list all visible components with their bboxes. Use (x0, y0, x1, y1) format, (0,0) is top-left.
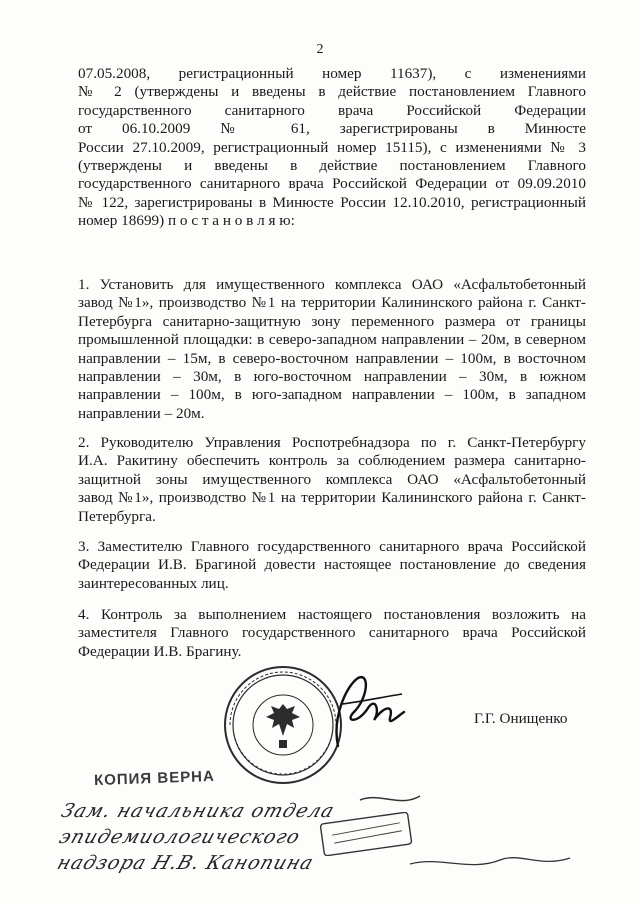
intro-line: (утверждены и введены в действие постановлением Главного (78, 157, 586, 175)
item-1-line: направлении – 30м, в юго-восточном направлении – 30м, в южном (78, 368, 586, 386)
department-stamp-icon (318, 812, 414, 856)
item-1-line: завод №1», производство №1 на территории Калининского района г. Санкт- (78, 294, 586, 312)
item-1-line: промышленной площадки: в северо-западном направлении – 20м, в северном (78, 331, 586, 349)
copy-true-stamp: КОПИЯ ВЕРНА (93, 767, 216, 790)
item-1-line: 1. Установить для имущественного комплекса ОАО «Асфальтобетонный (78, 276, 586, 293)
item-1-line: направлении – 100м, в юго-западном направлении – 100м, в западном (78, 386, 586, 404)
item-3-line: Федерации И.В. Брагиной довести настоящее постановление до сведения (78, 556, 586, 574)
item-3-line: заинтересованных лиц. (78, 574, 229, 592)
item-3-paragraph (78, 538, 586, 593)
handwritten-line-1: Зам. начальника отдела (58, 800, 338, 822)
intro-line: № 2 (утверждены и введены в действие постановлением Главного (78, 83, 586, 101)
item-1-line: направлении – 20м. (78, 404, 205, 422)
item-2-line: завод №1», производство №1 на территории Калининского района г. Санкт- (78, 489, 586, 507)
item-4-line: Федерации И.В. Брагину. (78, 642, 242, 660)
intro-line: номер 18699) п о с т а н о в л я ю: (78, 212, 295, 230)
signature-icon (318, 668, 408, 750)
intro-line: 07.05.2008, регистрационный номер 11637), с изменениями (78, 65, 586, 82)
item-1-paragraph (78, 276, 586, 423)
item-2-line: И.А. Ракитину обеспечить контроль за соблюдением размера санитарно- (78, 452, 586, 470)
signer-name: Г.Г. Онищенко (474, 710, 568, 727)
intro-line: России 27.10.2009, регистрационный номер 15115), с изменениями № 3 (78, 138, 586, 156)
intro-line: № 122, зарегистрированы в Минюсте России 12.10.2010, регистрационный (78, 193, 586, 211)
intro-line: государственного санитарного врача Российской Федерации (78, 101, 586, 119)
item-2-line: 2. Руководителю Управления Роспотребнадзора по г. Санкт-Петербургу (78, 434, 586, 451)
item-3-line: 3. Заместителю Главного государственного санитарного врача Российской (78, 538, 586, 555)
page-number: 2 (316, 42, 324, 57)
item-2-paragraph (78, 434, 586, 526)
item-1-line: Петербурга санитарно-защитную зону переменного размера от границы (78, 312, 586, 330)
intro-line: от 06.10.2009 № 61, зарегистрированы в Минюсте (78, 120, 586, 138)
handwritten-line-3: надзора Н.В. Канопина (54, 852, 317, 874)
intro-paragraph (78, 65, 586, 231)
item-2-line: защитной зоны имущественного комплекса ОАО «Асфальтобетонный (78, 470, 586, 488)
item-4-paragraph (78, 606, 586, 661)
handwritten-line-2: эпидемиологического (56, 826, 304, 848)
item-1-line: направлении – 15м, в северо-восточном направлении – 100м, в восточном (78, 349, 586, 367)
intro-line: государственного санитарного врача Российской Федерации от 09.09.2010 (78, 175, 586, 193)
item-4-line: 4. Контроль за выполнением настоящего постановления возложить на (78, 606, 586, 623)
item-2-line: Петербурга. (78, 507, 156, 525)
item-4-line: заместителя Главного государственного санитарного врача Российской (78, 624, 586, 642)
